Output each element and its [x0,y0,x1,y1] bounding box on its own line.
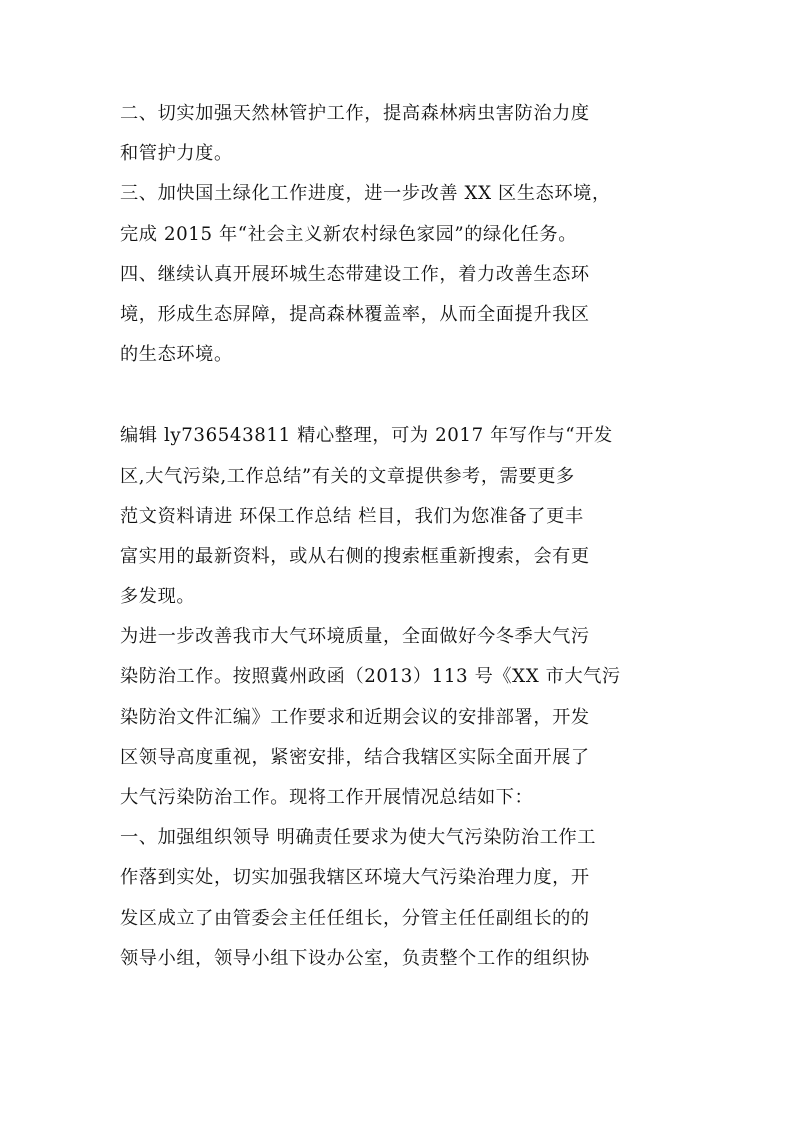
paragraph-editor-note [120,416,680,617]
text-line: 为进一步改善我市大气环境质量，全面做好今冬季大气污 [120,626,590,648]
text-line: 境，形成生态屏障，提高森林覆盖率，从而全面提升我区 [120,303,590,325]
text-line: 发区成立了由管委会主任任组长，分管主任任副组长的的 [120,907,590,929]
text-line: 完成 2015 年“社会主义新农村绿色家园”的绿化任务。 [120,223,577,245]
paragraph-item-one [120,818,680,979]
text-line: 区领导高度重视，紧密安排，结合我辖区实际全面开展了 [120,746,590,768]
text-line: 范文资料请进 环保工作总结 栏目，我们为您准备了更丰 [120,505,584,527]
text-line: 多发现。 [120,586,196,608]
blank-line [120,375,680,416]
text-line: 领导小组，领导小组下设办公室，负责整个工作的组织协 [120,947,590,969]
text-line: 富实用的最新资料，或从右侧的搜索框重新搜索，会有更 [120,545,590,567]
text-line: 作落到实处，切实加强我辖区环境大气污染治理力度，开 [120,867,590,889]
document-page [120,94,680,979]
text-line: 编辑 ly736543811 精心整理，可为 2017 年写作与“开发 [120,425,613,447]
text-line: 和管护力度。 [120,143,233,165]
text-line: 染防治工作。按照冀州政函（2013）113 号《XX 市大气污 [120,666,621,688]
paragraph-item-four [120,255,680,376]
text-line: 三、加快国土绿化工作进度，进一步改善 XX 区生态环境， [120,183,611,205]
text-line: 区,大气污染,工作总结”有关的文章提供参考，需要更多 [120,465,575,487]
text-line: 染防治文件汇编》工作要求和近期会议的安排部署，开发 [120,706,590,728]
text-line: 二、切实加强天然林管护工作，提高森林病虫害防治力度 [120,103,590,124]
text-line: 的生态环境。 [120,344,233,366]
text-line: 一、加强组织领导 明确责任要求为使大气污染防治工作工 [120,827,597,849]
paragraph-item-two [120,94,680,174]
text-line: 四、继续认真开展环城生态带建设工作，着力改善生态环 [120,263,590,285]
text-line: 大气污染防治工作。现将工作开展情况总结如下： [120,787,534,808]
paragraph-item-three [120,174,680,254]
paragraph-intro [120,617,680,818]
